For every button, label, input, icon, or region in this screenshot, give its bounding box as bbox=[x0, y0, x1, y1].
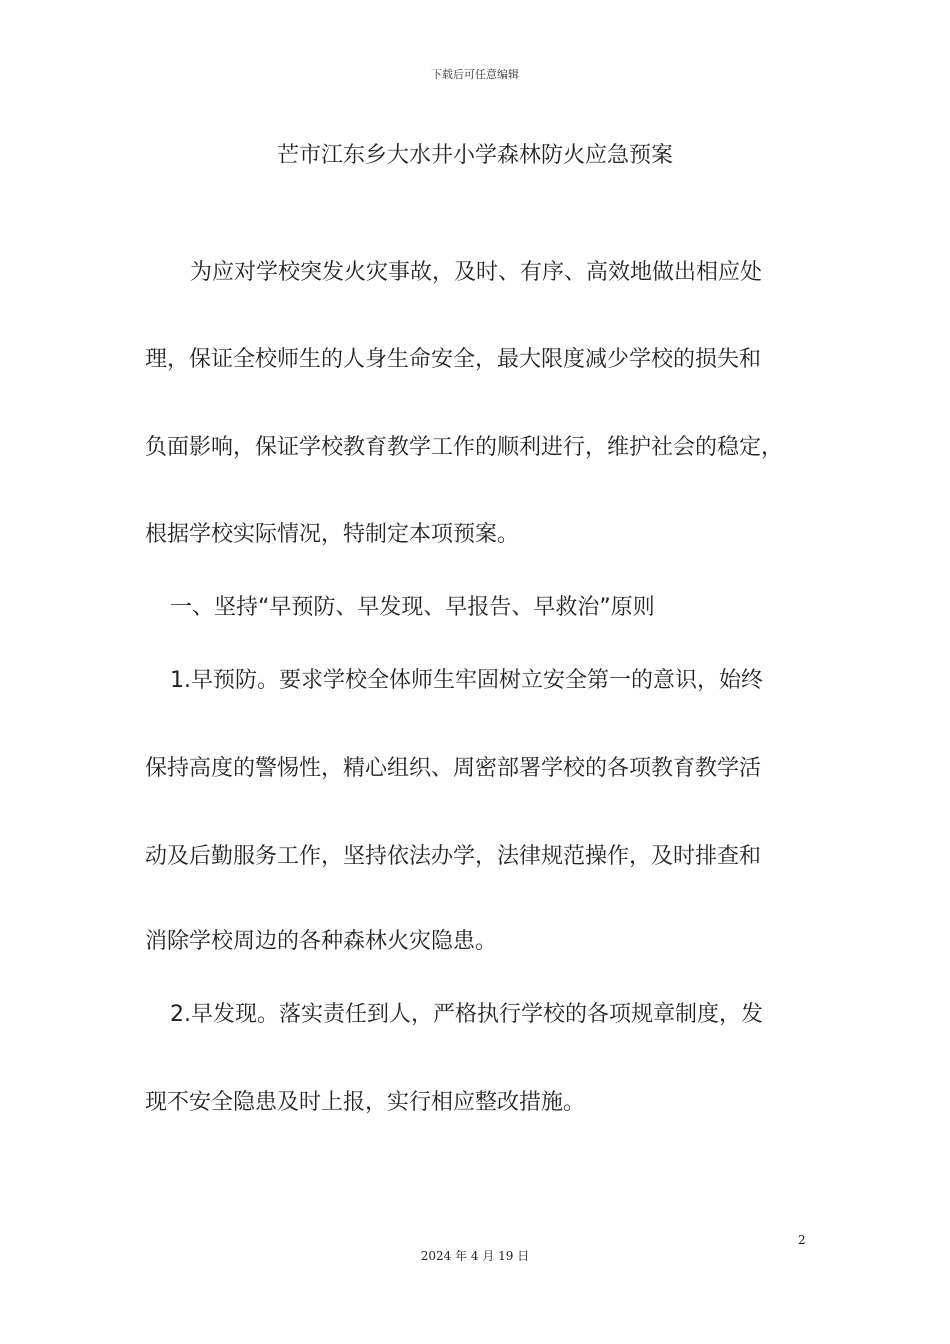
paragraph-intro-line-3: 负面影响，保证学校教育教学工作的顺利进行，维护社会的稳定， bbox=[145, 435, 784, 460]
paragraph-intro-line-4: 根据学校实际情况，特制定本项预案。 bbox=[145, 522, 520, 547]
paragraph-intro-line-1: 为应对学校突发火灾事故，及时、有序、高效地做出相应处 bbox=[190, 260, 763, 285]
item-1-line-1: 1.早预防。要求学校全体师生牢固树立安全第一的意识，始终 bbox=[170, 668, 763, 693]
page-number: 2 bbox=[798, 1233, 806, 1247]
footer-date: 2024 年 4 月 19 日 bbox=[420, 1249, 530, 1263]
header-note: 下载后可任意编辑 bbox=[431, 68, 519, 81]
document-title: 芒市江东乡大水井小学森林防火应急预案 bbox=[276, 143, 673, 168]
item-2-line-1: 2.早发现。落实责任到人，严格执行学校的各项规章制度，发 bbox=[170, 1002, 763, 1027]
item-1-line-2: 保持高度的警惕性，精心组织、周密部署学校的各项教育教学活 bbox=[145, 756, 762, 781]
item-2-line-2: 现不安全隐患及时上报，实行相应整改措施。 bbox=[145, 1090, 586, 1115]
section-heading-principle: 一、坚持“早预防、早发现、早报告、早救治”原则 bbox=[170, 595, 655, 620]
paragraph-intro-line-2: 理，保证全校师生的人身生命安全，最大限度减少学校的损失和 bbox=[145, 347, 762, 372]
item-1-line-3: 动及后勤服务工作，坚持依法办学，法律规范操作，及时排查和 bbox=[145, 844, 762, 869]
item-1-line-4: 消除学校周边的各种森林火灾隐患。 bbox=[145, 929, 498, 954]
